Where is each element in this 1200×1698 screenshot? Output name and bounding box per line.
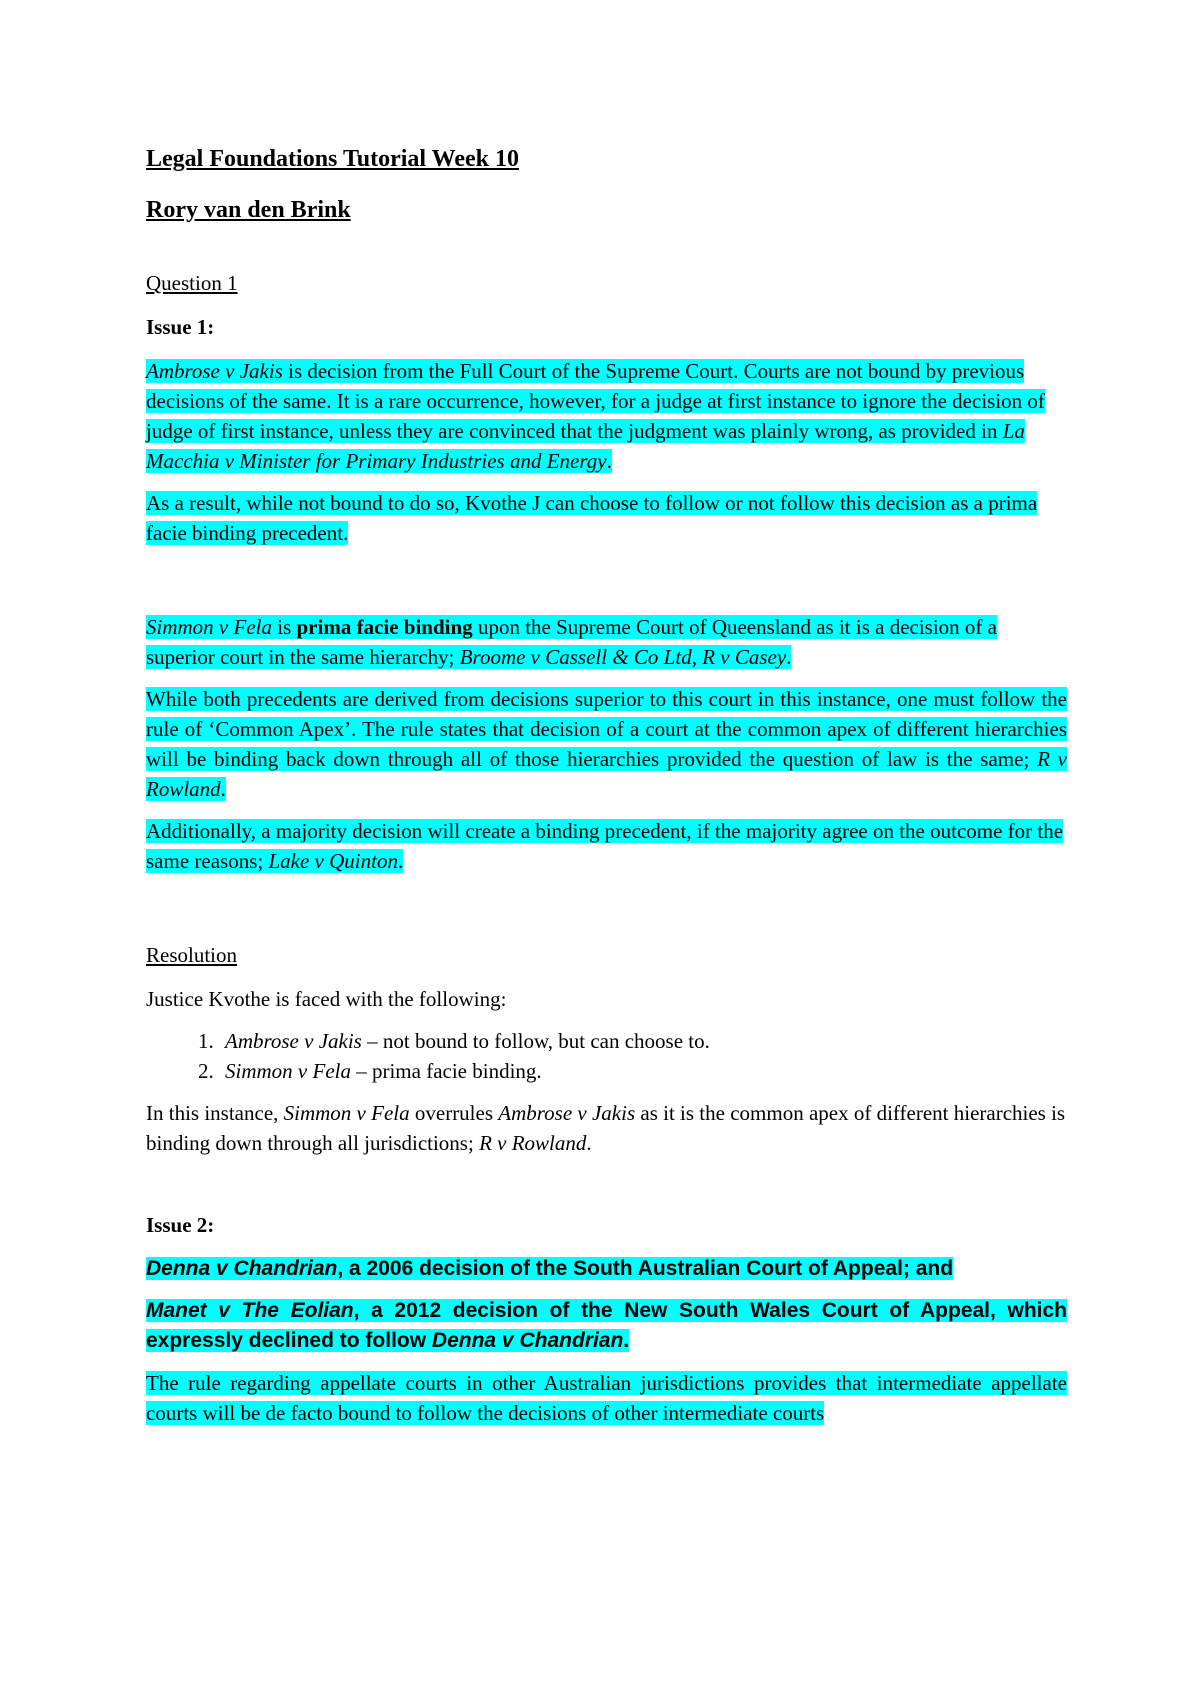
case-name: Simmon v Fela — [146, 615, 272, 639]
case-name: Denna v Chandrian — [431, 1329, 624, 1352]
resolution-paragraph: In this instance, Simmon v Fela overrules Ambrose v Jakis as it is the common apex of different hierarchies is binding down through all jurisdictions; R v Rowland. — [146, 1101, 1066, 1155]
issue-2-heading: Issue 2: — [146, 1213, 215, 1237]
issue-1-paragraph-3: Simmon v Fela is prima facie binding upon the Supreme Court of Queensland as it is a decision of a superior court in the same hierarchy; Broome v Cassell & Co Ltd, R v Casey. — [146, 615, 997, 669]
case-name: Denna v Chandrian — [146, 1257, 338, 1280]
issue-1-paragraph-2: As a result, while not bound to do so, Kvothe J can choose to follow or not follow this decision as a prima facie binding precedent. — [146, 491, 1038, 545]
issue-2-line-1: Denna v Chandrian, a 2006 decision of the South Australian Court of Appeal; and — [146, 1257, 954, 1280]
issue-2-paragraph-1: The rule regarding appellate courts in other Australian jurisdictions provides that intermediate appellate courts will be de facto bound to follow the decisions of other intermediate courts — [146, 1371, 1067, 1425]
case-name: R v Casey — [702, 645, 787, 669]
issue-1-paragraph-4: While both precedents are derived from decisions superior to this court in this instance, one must follow the rule of ‘Common Apex’. The rule states that decision of a court at the common apex of different hierarchies will be binding back down through all of those hierarchies provided the question of law is the same; R v Rowland. — [146, 687, 1068, 801]
resolution-heading: Resolution — [146, 943, 238, 967]
case-name: Simmon v Fela — [283, 1101, 410, 1125]
case-name: Simmon v Fela — [225, 1059, 351, 1083]
case-name: Ambrose v Jakis — [498, 1101, 636, 1125]
question-heading: Question 1 — [146, 271, 238, 295]
issue-1-paragraph-1: Ambrose v Jakis is decision from the Full Court of the Supreme Court. Courts are not bound by previous decisions of the same. It is a rare occurrence, however, for a judge at first instance to ignore the decision of judge of first instance, unless they are convinced that the judgment was plainly wrong, as provided in La Macchia v Minister for Primary Industries and Energy. — [146, 359, 1045, 473]
list-item: 1. Ambrose v Jakis – not bound to follow, but can choose to. — [219, 1026, 1067, 1056]
case-name: Ambrose v Jakis — [225, 1029, 362, 1053]
document-author: Rory van den Brink — [146, 197, 351, 223]
case-name: Manet v The Eolian — [146, 1299, 354, 1322]
issue-2-line-2: Manet v The Eolian, a 2012 decision of the New South Wales Court of Appeal, which expressly declined to follow Denna v Chandrian. — [146, 1299, 1067, 1352]
resolution-list — [146, 1026, 1067, 1086]
case-name: R v Rowland — [146, 747, 1068, 801]
list-item: 2. Simmon v Fela – prima facie binding. — [219, 1056, 1067, 1086]
resolution-intro: Justice Kvothe is faced with the following: — [146, 987, 507, 1011]
case-name: Ambrose v Jakis — [146, 359, 283, 383]
case-name: La Macchia v Minister for Primary Industries and Energy — [146, 419, 1025, 473]
case-name: Broome v Cassell & Co Ltd — [459, 645, 692, 669]
document-title: Legal Foundations Tutorial Week 10 — [146, 146, 519, 172]
bold-term: prima facie binding — [296, 615, 473, 639]
case-name: R v Rowland — [479, 1131, 587, 1155]
issue-1-paragraph-5: Additionally, a majority decision will create a binding precedent, if the majority agree on the outcome for the same reasons; Lake v Quinton. — [146, 819, 1064, 873]
issue-1-heading: Issue 1: — [146, 315, 215, 339]
case-name: Lake v Quinton — [268, 849, 398, 873]
